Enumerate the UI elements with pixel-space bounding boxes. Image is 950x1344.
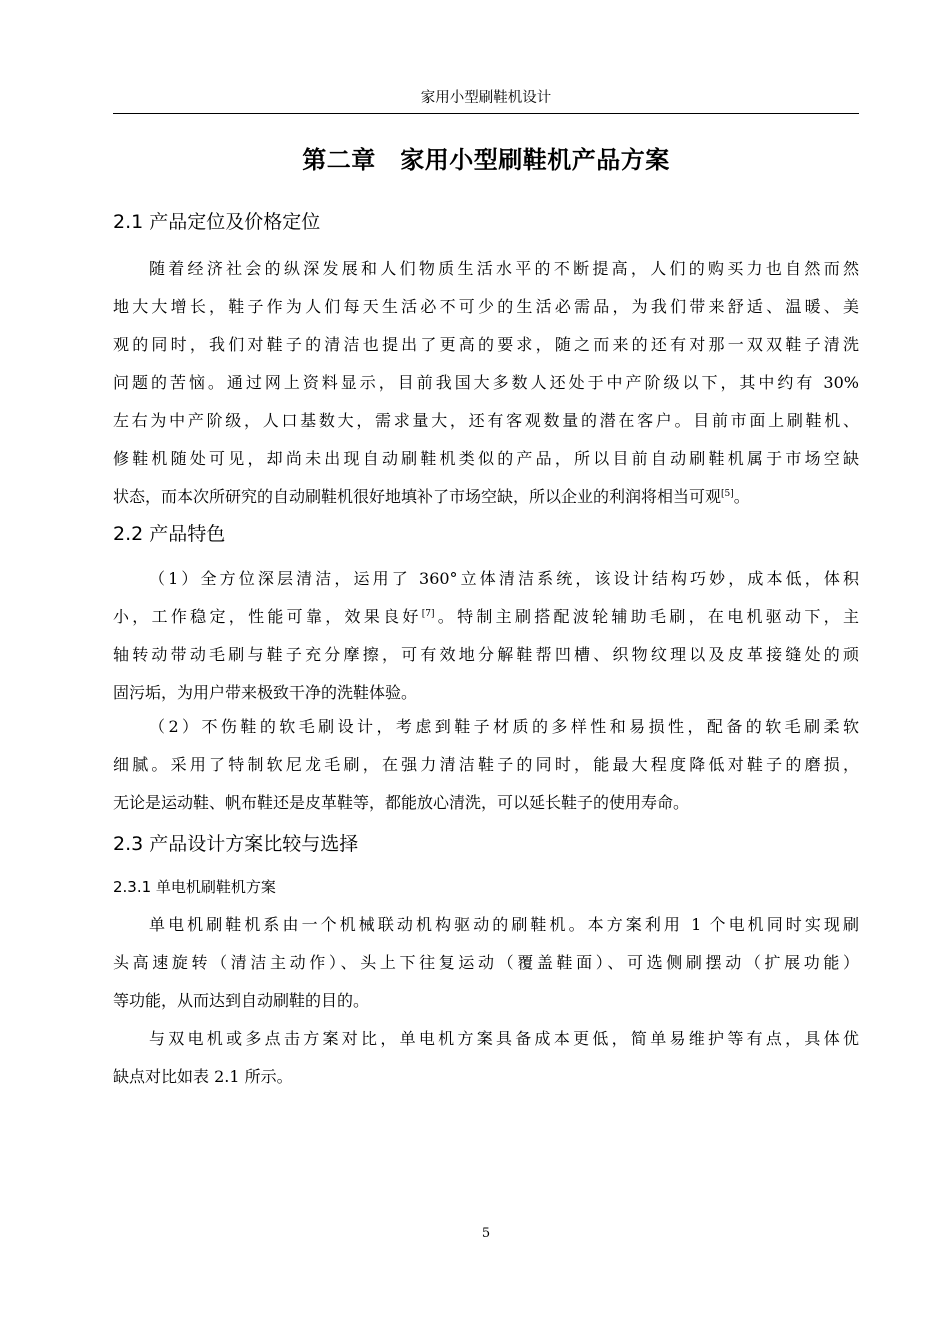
text-line: 与双电机或多点击方案对比，单电机方案具备成本更低，简单易维护等有点，具体优: [149, 1029, 859, 1048]
section-heading-2-2: 2.2 产品特色: [113, 523, 226, 545]
section-heading-2-3: 2.3 产品设计方案比较与选择: [113, 833, 359, 855]
text-span: 。特制主刷搭配波轮辅助毛刷，在电机驱动下，主: [434, 607, 859, 626]
text-line: 随着经济社会的纵深发展和人们物质生活水平的不断提高，人们的购买力也自然而然: [149, 259, 859, 278]
text-line: 无论是运动鞋、帆布鞋还是皮革鞋等，都能放心清洗，可以延长鞋子的使用寿命。: [113, 793, 690, 812]
text-line: 固污垢，为用户带来极致干净的洗鞋体验。: [113, 683, 418, 702]
text-line: 头高速旋转（清洁主动作）、头上下往复运动（覆盖鞋面）、可选侧刷摆动（扩展功能）: [113, 953, 859, 972]
header-divider: [113, 113, 859, 114]
text-line: 缺点对比如表 2.1 所示。: [113, 1067, 293, 1086]
text-line: 问题的苦恼。通过网上资料显示，目前我国大多数人还处于中产阶级以下，其中约有 30%: [113, 373, 859, 392]
chapter-title: 第二章 家用小型刷鞋机产品方案: [302, 146, 670, 174]
paragraph-2-3-2: [113, 1020, 859, 1096]
text-span: 状态，而本次所研究的自动刷鞋机很好地填补了市场空缺，所以企业的利润将相当可观: [113, 487, 722, 506]
text-line: 修鞋机随处可见，却尚未出现自动刷鞋机类似的产品，所以目前自动刷鞋机属于市场空缺: [113, 449, 859, 468]
citation: [7]: [421, 609, 435, 619]
page-number: 5: [481, 1226, 491, 1241]
text-line: 单电机刷鞋机系由一个机械联动机构驱动的刷鞋机。本方案利用 1 个电机同时实现刷: [149, 915, 859, 934]
text-span: 。: [733, 487, 750, 506]
text-line: 细腻。采用了特制软尼龙毛刷，在强力清洁鞋子的同时，能最大程度降低对鞋子的磨损，: [113, 755, 859, 774]
text-span: 小，工作稳定，性能可靠，效果良好: [113, 607, 422, 626]
text-line: [113, 478, 859, 516]
text-line: 等功能，从而达到自动刷鞋的目的。: [113, 991, 370, 1010]
subsection-heading-2-3-1: 2.3.1 单电机刷鞋机方案: [113, 878, 276, 896]
paragraph-2-2-2: [113, 708, 859, 822]
text-line: [113, 598, 859, 636]
text-line: 观的同时，我们对鞋子的清洁也提出了更高的要求，随之而来的还有对那一双双鞋子清洗: [113, 335, 859, 354]
running-header: 家用小型刷鞋机设计: [420, 90, 552, 106]
citation: [5]: [721, 489, 734, 499]
text-line: 左右为中产阶级，人口基数大，需求量大，还有客观数量的潜在客户。目前市面上刷鞋机、: [113, 411, 859, 430]
text-line: （1）全方位深层清洁，运用了 360°立体清洁系统，该设计结构巧妙，成本低，体积: [149, 569, 859, 588]
paragraph-2-3-1: [113, 906, 859, 1020]
text-line: 轴转动带动毛刷与鞋子充分摩擦，可有效地分解鞋帮凹槽、织物纹理以及皮革接缝处的顽: [113, 645, 859, 664]
paragraph-2-2-1: [113, 560, 859, 712]
paragraph-2-1: [113, 250, 859, 516]
text-line: （2）不伤鞋的软毛刷设计，考虑到鞋子材质的多样性和易损性，配备的软毛刷柔软: [149, 717, 859, 736]
section-heading-2-1: 2.1 产品定位及价格定位: [113, 211, 321, 233]
text-line: 地大大增长，鞋子作为人们每天生活必不可少的生活必需品，为我们带来舒适、温暖、美: [113, 297, 859, 316]
